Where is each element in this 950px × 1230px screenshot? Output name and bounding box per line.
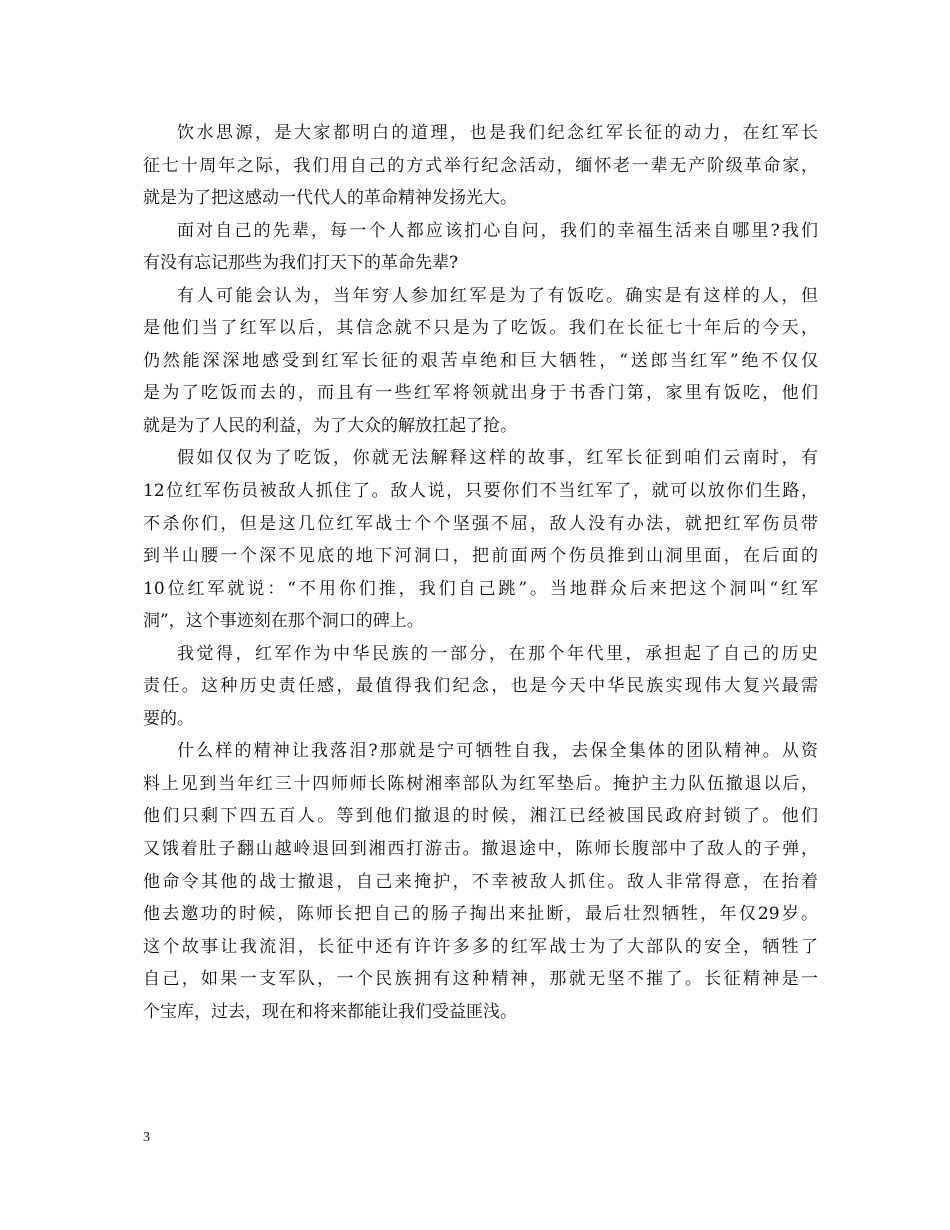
text-line: 我觉得，红军作为中华民族的一部分，在那个年代里，承担起了自己的历史 (177, 643, 818, 664)
text-line: 不杀你们，但是这几位红军战士个个坚强不屈，敌人没有办法，就把红军伤员带 (143, 513, 818, 534)
text-line: 这个故事让我流泪，长征中还有许许多多的红军战士为了大部队的安全，牺牲了 (143, 936, 818, 957)
text-line: 征七十周年之际，我们用自己的方式举行纪念活动，缅怀老一辈无产阶级革命家， (143, 155, 818, 176)
text-line: 责任。这种历史责任感，最值得我们纪念，也是今天中华民族实现伟大复兴最需 (143, 676, 818, 697)
text-line: 饮水思源，是大家都明白的道理，也是我们纪念红军长征的动力，在红军长 (177, 123, 818, 143)
text-line: 就是为了人民的利益，为了大众的解放扛起了抢。 (143, 415, 517, 436)
text-line: 是他们当了红军以后，其信念就不只是为了吃饭。我们在长征七十年后的今天， (143, 318, 818, 339)
text-line: 洞”，这个事迹刻在那个洞口的碑上。 (143, 611, 424, 632)
text-line: 又饿着肚子翻山越岭退回到湘西打游击。撤退途中，陈师长腹部中了敌人的子弹， (143, 839, 818, 860)
text-line: 到半山腰一个深不见底的地下河洞口，把前面两个伤员推到山洞里面，在后面的 (143, 546, 818, 567)
text-line: 要的。 (143, 708, 194, 729)
text-line: 料上见到当年红三十四师师长陈树湘率部队为红军垫后。掩护主力队伍撤退以后， (143, 773, 818, 794)
text-line: 自己，如果一支军队，一个民族拥有这种精神，那就无坚不摧了。长征精神是一 (143, 969, 818, 990)
text-line: 有人可能会认为，当年穷人参加红军是为了有饭吃。确实是有这样的人，但 (177, 285, 818, 306)
text-line: 是为了吃饭而去的，而且有一些红军将领就出身于书香门第，家里有饭吃，他们 (143, 383, 818, 404)
text-line: 有没有忘记那些为我们打天下的革命先辈? (143, 253, 459, 274)
text-line: 什么样的精神让我落泪?那就是宁可牺牲自我，去保全集体的团队精神。从资 (177, 741, 818, 762)
text-line: 就是为了把这感动一代代人的革命精神发扬光大。 (143, 188, 517, 209)
body-text (143, 117, 818, 1028)
text-line: 假如仅仅为了吃饭，你就无法解释这样的故事，红军长征到咱们云南时，有 (177, 448, 818, 469)
text-line: 仍然能深深地感受到红军长征的艰苦卓绝和巨大牺牲，“送郎当红军”绝不仅仅 (143, 350, 818, 371)
text-line: 个宝库，过去，现在和将来都能让我们受益匪浅。 (143, 1001, 517, 1022)
text-line: 10位红军就说：“不用你们推，我们自己跳”。当地群众后来把这个洞叫“红军 (143, 578, 818, 599)
text-line: 12位红军伤员被敌人抓住了。敌人说，只要你们不当红军了，就可以放你们生路， (143, 481, 818, 502)
text-line: 他命令其他的战士撤退，自己来掩护，不幸被敌人抓住。敌人非常得意，在抬着 (143, 871, 818, 892)
page-number: 3 (143, 1130, 150, 1145)
text-line: 他们只剩下四五百人。等到他们撤退的时候，湘江已经被国民政府封锁了。他们 (143, 806, 818, 827)
text-line: 面对自己的先辈，每一个人都应该扪心自问，我们的幸福生活来自哪里?我们 (177, 220, 818, 241)
text-line: 他去邀功的时候，陈师长把自己的肠子掏出来扯断，最后壮烈牺牲，年仅29岁。 (143, 904, 818, 925)
